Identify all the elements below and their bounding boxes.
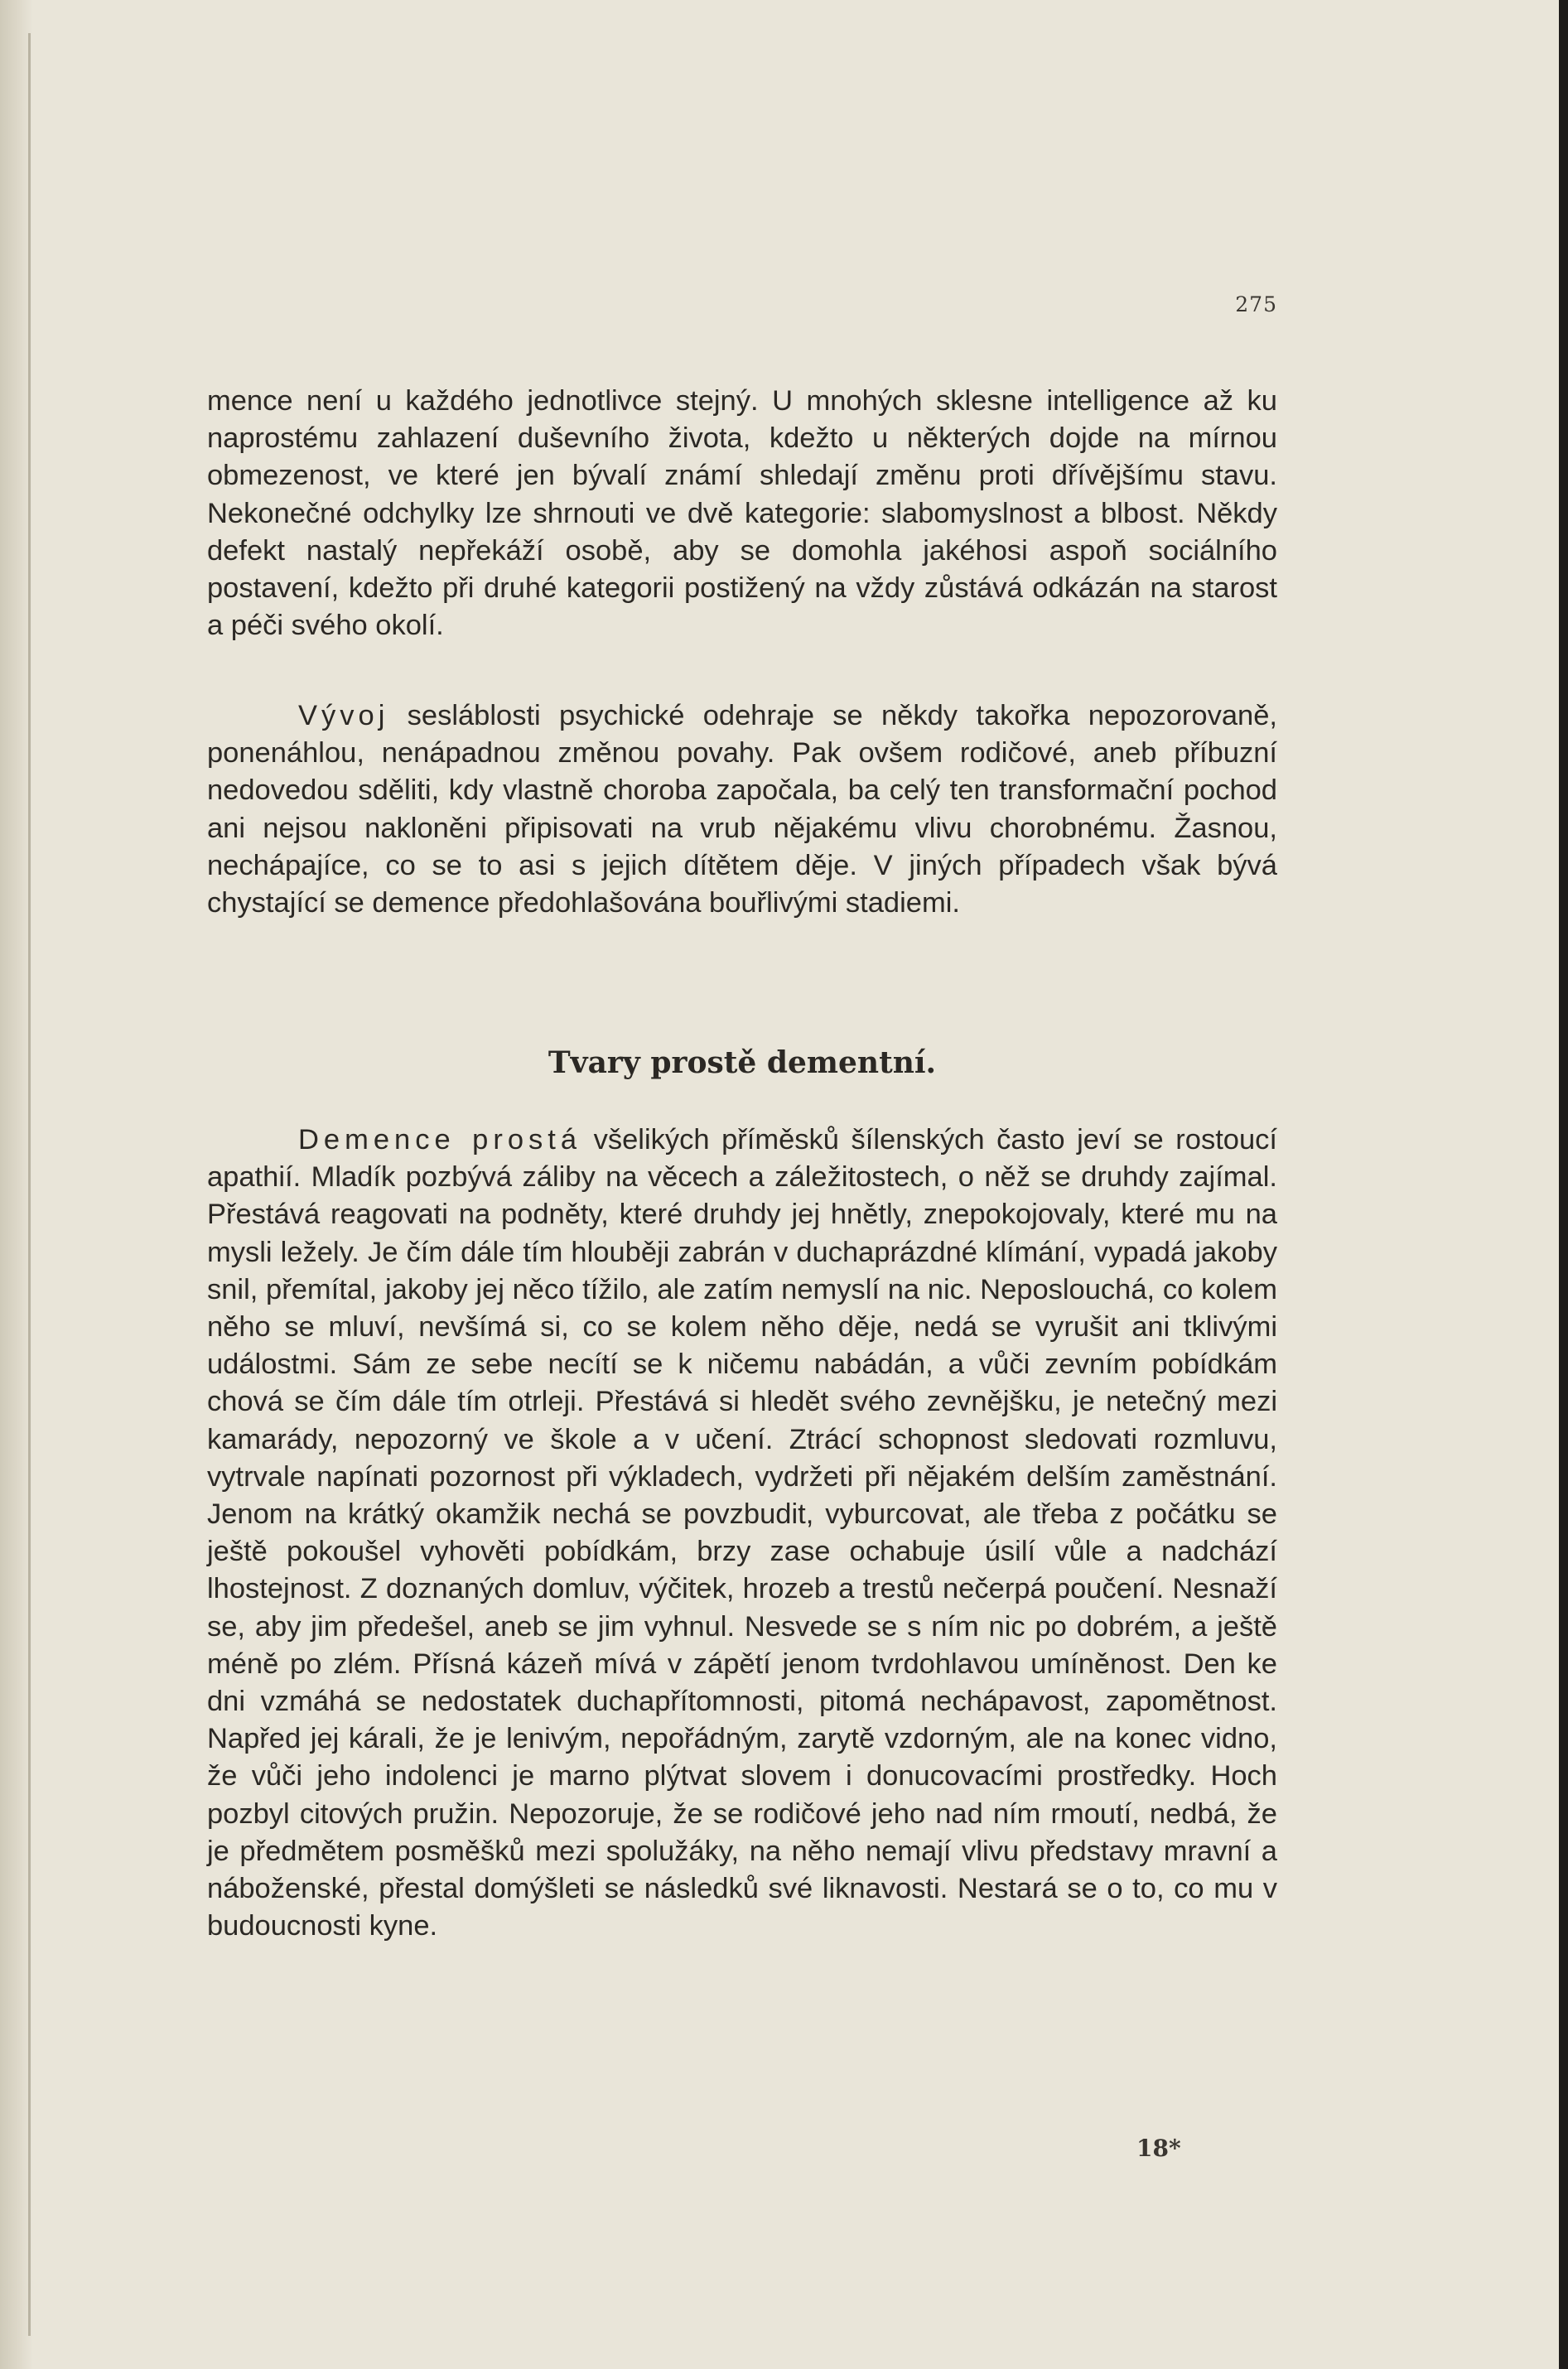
paragraph-3-text	[207, 1122, 1277, 1945]
paragraph-3	[207, 1122, 1277, 1945]
page-number: 275	[1235, 292, 1277, 316]
paragraph-1	[207, 383, 1277, 644]
section-heading: Tvary prostě dementní.	[548, 1045, 937, 1080]
spaced-term-demence-prosta: Demence prostá	[298, 1124, 582, 1156]
page-gutter	[0, 0, 33, 2369]
paragraph-3-body: všelikých příměsků šílenských často jeví se rostoucí apathií. Mladík pozbývá záliby na věcech a záležitostech, o něž se druhdy zajímal. Přestává reagovati na podněty, které druhdy jej hnětly, znepokojovaly, které mu na mysli ležely. Je čím dále tím hlouběji zabrán v duchaprázdné klímání, vypadá jakoby snil, přemítal, jakoby jej něco tížilo, ale zatím nemyslí na nic. Neposlouchá, co kolem něho se mluví, nevšímá si, co se kolem něho děje, nedá se vyrušit ani tklivými událostmi. Sám ze sebe necítí se k ničemu nabádán, a vůči zevním pobídkám chová se čím dále tím otrleji. Přestává si hledět svého zevnějšku, je netečný mezi kamarády, nepozorný ve škole a v učení. Ztrácí schopnost sledovati rozmluvu, vytrvale napínati pozornost při výkladech, vydržeti při nějakém delším zaměstnání. Jenom na krátký okamžik nechá se povzbudit, vyburcovat, ale třeba z počátku se ještě pokoušel vyhověti pobídkám, brzy zase ochabuje úsilí vůle a nadchází lhostejnost. Z doznaných domluv, výčitek, hrozeb a trestů nečerpá poučení. Nesnaží se, aby jim předešel, aneb se jim vyhnul. Nesvede se s ním nic po dobrém, a ještě méně po zlém. Přísná kázeň mívá v zápětí jenom tvrdohlavou umíněnost. Den ke dni vzmáhá se nedostatek duchapřítomnosti, pitomá nechápavost, zapomětnost. Napřed jej kárali, že je lenivým, nepořádným, zarytě vzdorným, ale na konec vidno, že vůči jeho indolenci je marno plýtvat slovem i donucovacími prostředky. Hoch pozbyl citových pružin. Nepozoruje, že se rodičové jeho nad ním rmoutí, nedbá, že je předmětem posměšků mezi spolužáky, na něho nemají vlivu představy mravní a náboženské, přestal domýšleti se následků své liknavosti. Nestará se o to, co mu v budoucnosti kyne.	[207, 1124, 1278, 1942]
binding-line	[28, 33, 31, 2336]
paragraph-1-text: mence není u každého jednotlivce stejný. U mnohých sklesne intelligence až ku naprostému zahlazení duševního života, kdežto u některých dojde na mírnou obmezenost, ve které jen bývalí známí shledají změnu proti dřívějšímu stavu. Nekonečné odchylky lze shrnouti ve dvě kategorie: slabomyslnost a blbost. Někdy defekt nastalý nepřekáží osobě, aby se domohla jakéhosi aspoň sociálního postavení, kdežto při druhé kategorii postižený na vždy zůstává odkázán na starost a péči svého okolí.	[207, 385, 1277, 642]
paragraph-2-body: sesláblosti psychické odehraje se někdy takořka nepozorovaně, ponenáhlou, nenápadnou změnou povahy. Pak ovšem rodičové, aneb příbuzní nedovedou sděliti, kdy vlastně choroba započala, ba celý ten transformační pochod ani nejsou nakloněni připisovati na vrub nějakému vlivu chorobnému. Žasnou, nechápajíce, co se to asi s jejich dítětem děje. V jiných případech však bývá chystající se demence předohlašována bouřlivými stadiemi.	[207, 700, 1277, 919]
signature-mark: 18*	[1136, 2135, 1181, 2162]
paragraph-2	[207, 697, 1277, 922]
spaced-term-vyvoj: Vývoj	[298, 700, 389, 731]
page-edge-shadow	[1559, 0, 1568, 2369]
paragraph-2-text	[207, 697, 1277, 922]
